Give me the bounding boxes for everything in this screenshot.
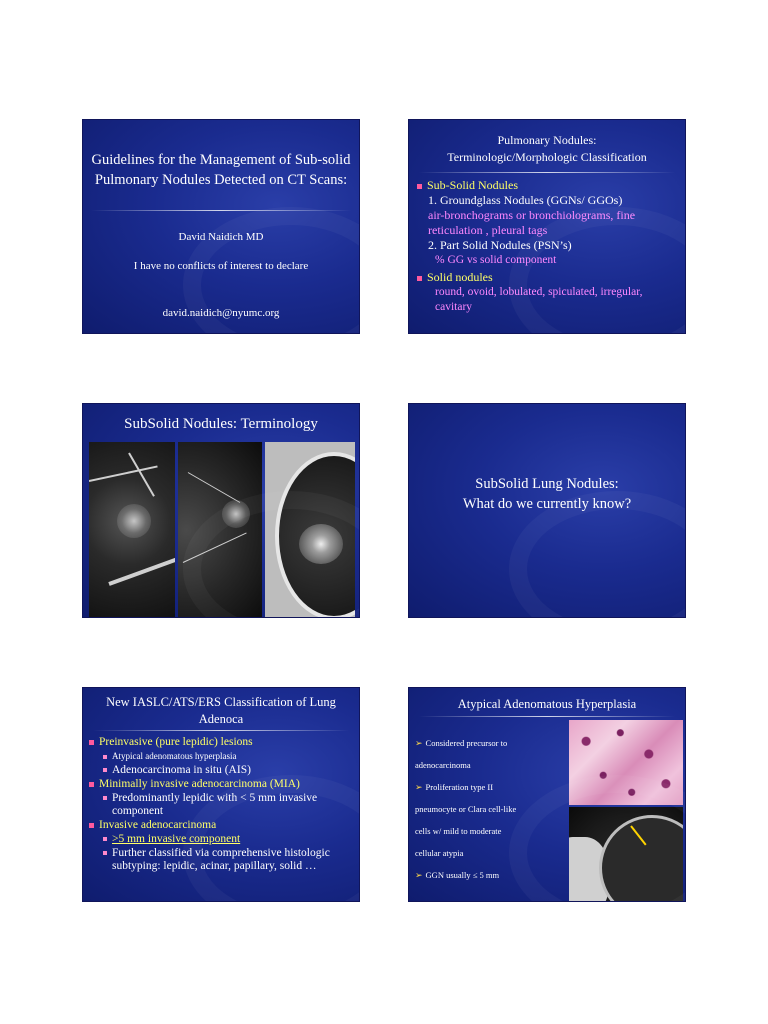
- vessel: [108, 555, 175, 586]
- bullet-icon: [103, 755, 107, 759]
- slide-2-classification: [408, 119, 686, 334]
- author: David Naidich MD: [178, 231, 264, 243]
- bullet-icon: [417, 276, 422, 281]
- slide-4-question: [408, 403, 686, 618]
- slide-5-iaslc-classification: [82, 687, 360, 902]
- slide-3-terminology: [82, 403, 360, 618]
- slide-5-heading: New IASLC/ATS/ERS Classification of Lung Adenoca: [106, 695, 336, 726]
- slide-6-body: ➢ Considered precursor to adenocarcinoma ➢ Proliferation type II pneumocyte or Clara cell-like cells w/ mild to moderate cellular atypia ➢ GGN usually ≤ 5 mm: [415, 732, 565, 886]
- ct-image-ggn-2: [178, 442, 262, 618]
- item-psn-desc: % GG vs solid component: [435, 254, 557, 266]
- arrow-bullet-icon: ➢: [415, 782, 423, 792]
- ct-image-part-solid: [265, 442, 355, 618]
- bullet-preinvasive: Preinvasive (pure lepidic) lesions: [89, 736, 353, 749]
- bullet-icon: [103, 768, 107, 772]
- disclosure: I have no conflicts of interest to declare: [133, 260, 309, 272]
- bullet-icon: [103, 851, 107, 855]
- ggn-nodule: [222, 500, 250, 528]
- sub-aah: Atypical adenomatous hyperplasia: [89, 750, 353, 763]
- slide-1-title: [82, 119, 360, 334]
- item-ggn: 1. Groundglass Nodules (GGNs/ GGOs): [428, 193, 623, 207]
- slide-1-heading: Guidelines for the Management of Sub-solid Pulmonary Nodules Detected on CT Scans:: [91, 152, 351, 188]
- slide-3-heading: SubSolid Nodules: Terminology: [124, 416, 318, 432]
- histology-image: [569, 720, 683, 805]
- divider: [419, 172, 675, 173]
- divider: [419, 716, 675, 717]
- solid-desc: round, ovoid, lobulated, spiculated, irregular, cavitary: [435, 286, 643, 313]
- sub-histologic-subtyping: Further classified via comprehensive histologic subtyping: lepidic, acinar, papillary, solid …: [98, 847, 353, 873]
- slide-5-body: [89, 736, 353, 874]
- bullet-icon: [89, 740, 94, 745]
- bullet-icon: [103, 796, 107, 800]
- bullet-icon: [103, 837, 107, 841]
- bullet-icon: [417, 184, 422, 189]
- bullet-icon: [89, 823, 94, 828]
- email: david.naidich@nyumc.org: [162, 307, 280, 319]
- sub-invasive-component: >5 mm invasive component: [89, 833, 353, 846]
- item-psn: 2. Part Solid Nodules (PSN’s): [428, 238, 572, 252]
- ggn-nodule: [117, 504, 151, 538]
- ct-image-ggn: [89, 442, 175, 618]
- bullet-sub-solid: Sub-Solid Nodules: [417, 178, 677, 193]
- sub-mia-desc: Predominantly lepidic with < 5 mm invasive component: [98, 792, 353, 818]
- bullet-mia: Minimally invasive adenocarcinoma (MIA): [89, 778, 353, 791]
- bullet-icon: [89, 782, 94, 787]
- ct-image-aah: [569, 807, 683, 901]
- slide-6-heading: Atypical Adenomatous Hyperplasia: [457, 697, 637, 711]
- point-proliferation: ➢ Proliferation type II: [415, 782, 494, 792]
- point-ggn-size: ➢ GGN usually ≤ 5 mm: [415, 870, 500, 880]
- arrow-bullet-icon: ➢: [415, 870, 423, 880]
- bullet-solid: Solid nodules: [417, 270, 677, 285]
- divider: [93, 730, 349, 731]
- divider: [91, 210, 351, 211]
- vessel: [183, 532, 247, 562]
- slide-4-heading: SubSolid Lung Nodules: What do we currently know?: [462, 476, 632, 512]
- bullet-invasive: Invasive adenocarcinoma: [89, 819, 353, 832]
- slide-2-heading: Pulmonary Nodules: Terminologic/Morphologic Classification: [447, 133, 647, 164]
- vessel: [188, 472, 240, 503]
- slide-2-body: [417, 178, 677, 315]
- part-solid-nodule: [299, 524, 343, 564]
- item-ggn-desc: air-bronchograms or bronchiolograms, fine reticulation , pleural tags: [428, 208, 636, 237]
- slide-6-aah: [408, 687, 686, 902]
- sub-ais: Adenocarcinoma in situ (AIS): [89, 764, 353, 777]
- point-precursor: ➢ Considered precursor to: [415, 738, 508, 748]
- vessel: [89, 465, 158, 482]
- vessel: [128, 453, 155, 497]
- arrow-bullet-icon: ➢: [415, 738, 423, 748]
